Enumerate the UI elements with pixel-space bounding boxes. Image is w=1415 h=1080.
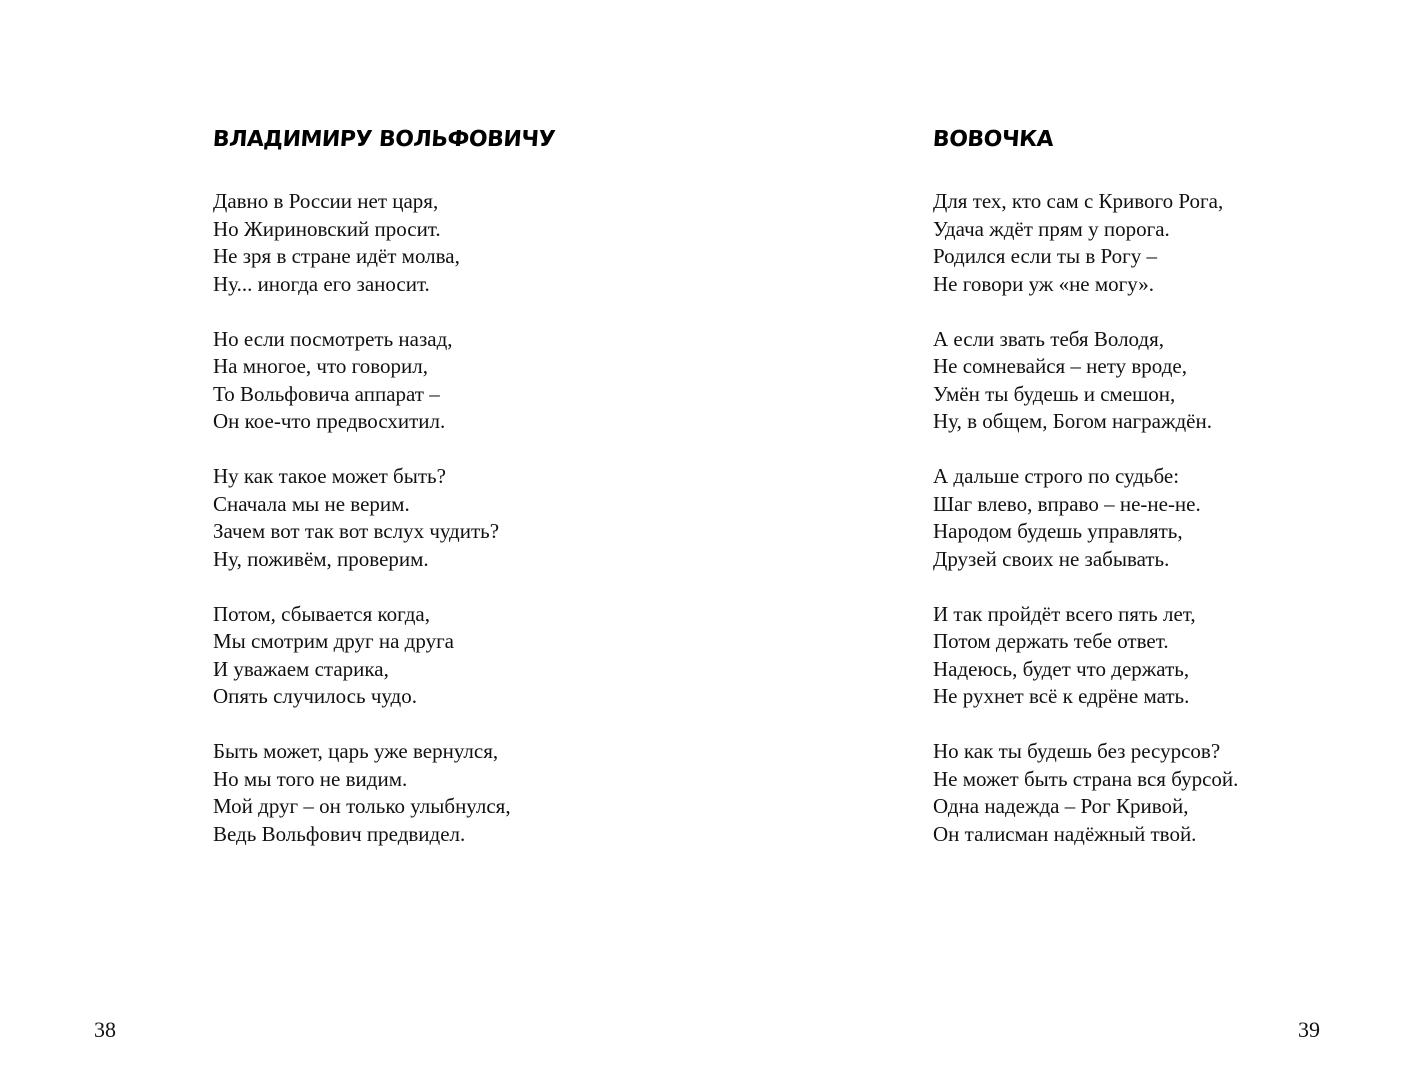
poem-line: Быть может, царь уже вернулся, — [213, 739, 499, 763]
poem-line: Потом держать тебе ответ. — [933, 629, 1169, 653]
poem-line: Народом будешь управлять, — [933, 519, 1183, 543]
poem-body — [213, 188, 511, 876]
poem-line: Он кое-что предвосхитил. — [213, 409, 446, 433]
poem-line: Родился если ты в Рогу – — [933, 244, 1158, 268]
stanza — [933, 188, 1238, 298]
stanza — [933, 601, 1238, 711]
poem-line: Не сомневайся – нету вроде, — [933, 354, 1187, 378]
poem-title: ВЛАДИМИРУ ВОЛЬФОВИЧУ — [212, 127, 556, 152]
poem-line: Надеюсь, будет что держать, — [933, 656, 1190, 681]
poem-line: Но мы того не видим. — [213, 766, 408, 791]
poem-line: Не говори уж «не могу». — [933, 271, 1155, 296]
poem-line: На многое, что говорил, — [213, 354, 428, 378]
stanza — [933, 463, 1238, 573]
poem-line: Сначала мы не верим. — [213, 491, 410, 516]
poem-line: Шаг влево, вправо – не-не-не. — [933, 491, 1201, 516]
poem-title: ВОВОЧКА — [932, 127, 1054, 152]
poem-line: Друзей своих не забывать. — [933, 546, 1170, 571]
right-page — [707, 0, 1415, 1080]
poem-line: Опять случилось чудо. — [213, 684, 417, 708]
poem-line: Для тех, кто сам с Кривого Рога, — [933, 189, 1224, 213]
stanza — [213, 738, 511, 848]
poem-line: Ведь Вольфович предвидел. — [213, 821, 466, 846]
poem-line: Ну как такое может быть? — [213, 464, 446, 488]
stanza — [213, 463, 511, 573]
poem-line: Не рухнет всё к едрёне мать. — [933, 684, 1190, 708]
stanza — [213, 601, 511, 711]
page-number: 39 — [1298, 1017, 1320, 1042]
poem-line: Но Жириновский просит. — [213, 216, 441, 241]
poem-line: Мы смотрим друг на друга — [213, 629, 454, 653]
poem-line: Одна надежда – Рог Кривой, — [933, 794, 1189, 818]
poem-line: Удача ждёт прям у порога. — [933, 216, 1170, 241]
stanza — [933, 738, 1238, 848]
poem-line: Не может быть страна вся бурсой. — [933, 766, 1239, 791]
poem-line: Ну... иногда его заносит. — [213, 271, 430, 296]
poem-line: Ну, поживём, проверим. — [213, 546, 429, 571]
left-page — [0, 0, 707, 1080]
poem-line: А если звать тебя Володя, — [933, 326, 1165, 351]
poem-line: Мой друг – он только улыбнулся, — [213, 794, 511, 818]
poem-line: Давно в России нет царя, — [213, 189, 439, 213]
page-number: 38 — [94, 1017, 116, 1042]
poem-line: Зачем вот так вот вслух чудить? — [213, 519, 500, 543]
poem-line: То Вольфовича аппарат – — [213, 381, 440, 406]
poem-line: Умён ты будешь и смешон, — [933, 381, 1176, 406]
poem-line: Ну, в общем, Богом награждён. — [933, 409, 1212, 433]
poem-line: Но если посмотреть назад, — [213, 326, 453, 351]
poem-line: И уважаем старика, — [213, 656, 389, 681]
poem-line: А дальше строго по судьбе: — [933, 464, 1180, 488]
poem-line: Но как ты будешь без ресурсов? — [933, 739, 1221, 763]
stanza — [213, 326, 511, 436]
poem-line: И так пройдёт всего пять лет, — [933, 601, 1196, 626]
poem-line: Потом, сбывается когда, — [213, 601, 430, 626]
poem-body — [933, 188, 1238, 876]
stanza — [213, 188, 511, 298]
poem-line: Не зря в стране идёт молва, — [213, 244, 460, 268]
stanza — [933, 326, 1238, 436]
poem-line: Он талисман надёжный твой. — [933, 821, 1197, 846]
